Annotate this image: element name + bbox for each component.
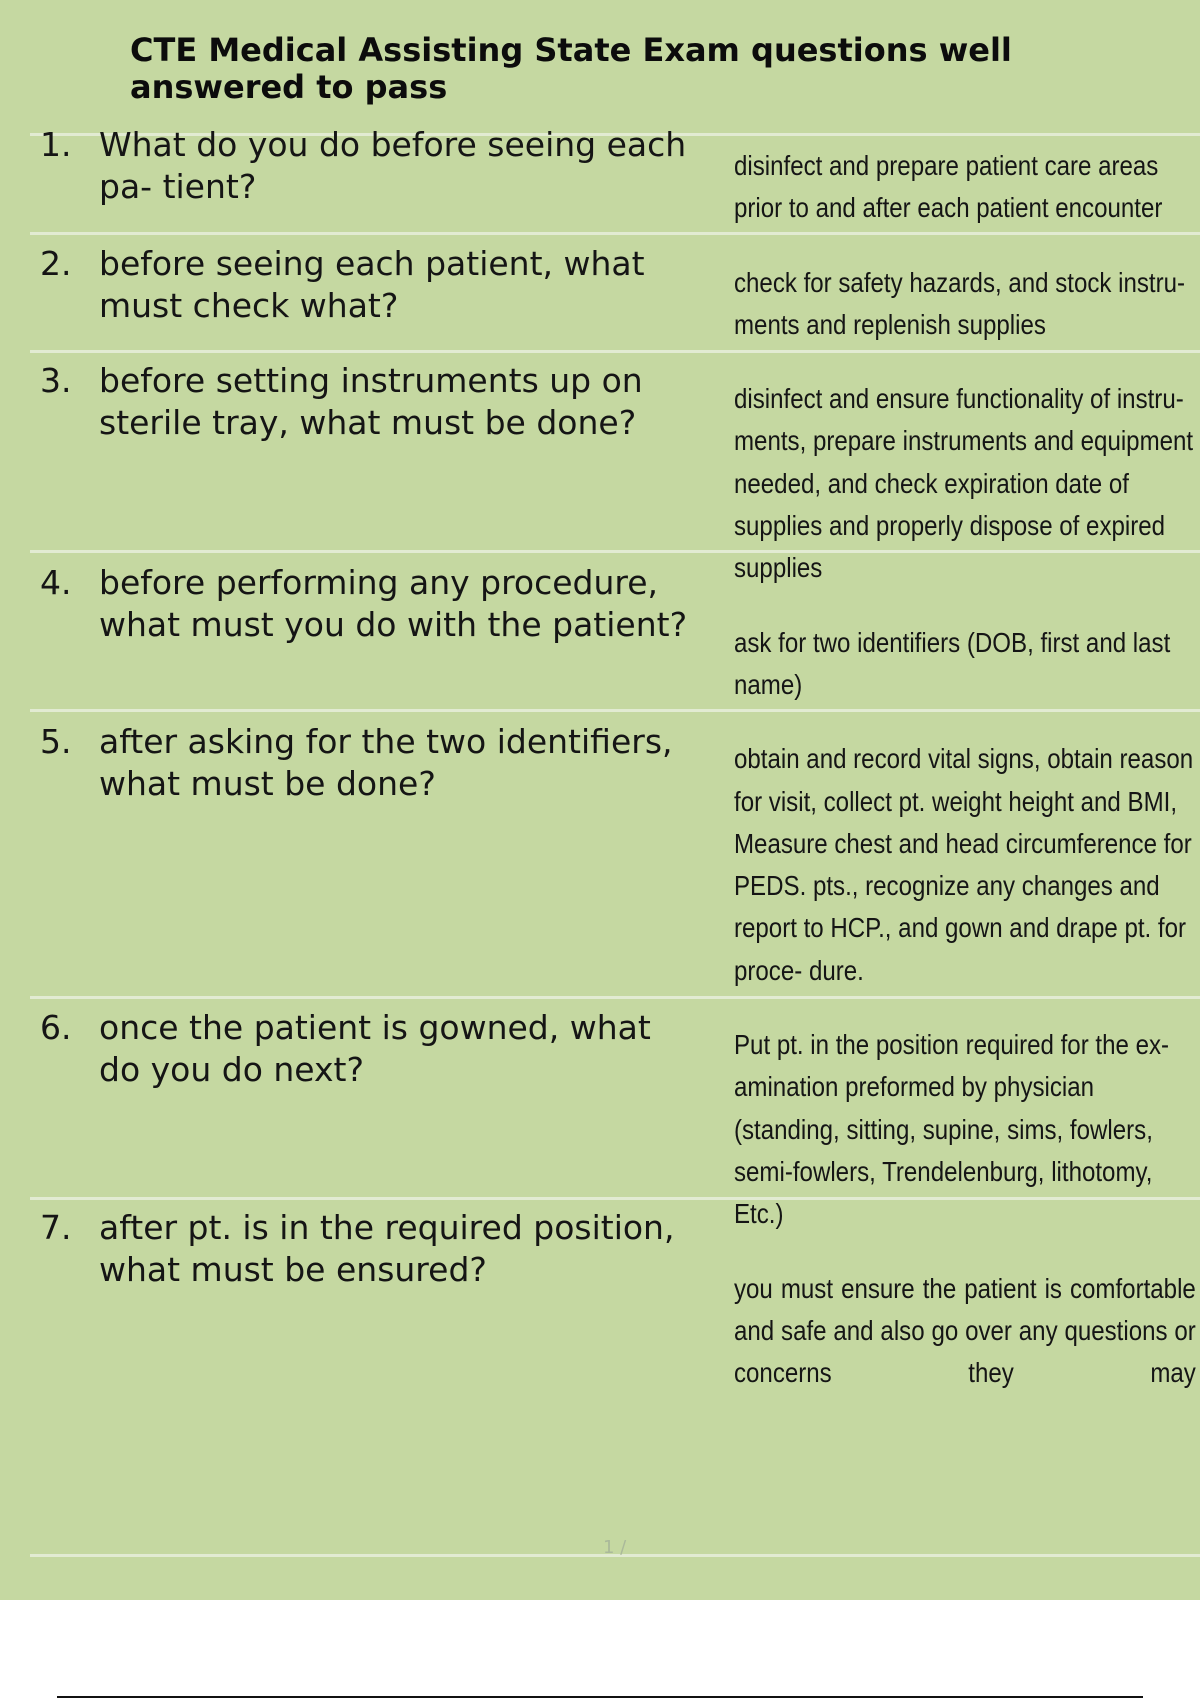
- page-number: 1 /: [603, 1537, 627, 1558]
- question-item-6: [40, 1007, 700, 1091]
- question-item-7: [40, 1207, 700, 1291]
- question-item-4: [40, 562, 700, 646]
- question-text: after pt. is in the required position, what must be ensured?: [99, 1208, 675, 1289]
- question-text: once the patient is gowned, what do you do next?: [99, 1008, 651, 1089]
- document-title: CTE Medical Assisting State Exam questions well answered to pass: [130, 31, 1012, 106]
- question-number: 5.: [40, 722, 72, 761]
- question-item-2: [40, 243, 700, 327]
- answer-text: disinfect and prepare patient care areas prior to and after each patient encounter: [734, 150, 1163, 224]
- question-number: 1.: [40, 125, 72, 164]
- question-number: 3.: [40, 361, 72, 400]
- question-item-5: [40, 721, 700, 805]
- question-number: 6.: [40, 1008, 72, 1047]
- question-number: 4.: [40, 563, 72, 602]
- question-item-1: [40, 124, 700, 208]
- footer-rule: [57, 1696, 1143, 1698]
- answers-column: [734, 145, 1196, 1426]
- answer-text: ask for two identifiers (DOB, first and last name): [734, 626, 1171, 700]
- question-item-3: [40, 360, 700, 444]
- answer-text: obtain and record vital signs, obtain reason for visit, collect pt. weight height and BMI, Measure chest and head circumference for PEDS. pts., recognize any changes and report to HCP., and gown and drape pt. for proce- dure.: [734, 743, 1194, 986]
- answer-text: check for safety hazards, and stock instru- ments and replenish supplies: [734, 266, 1186, 340]
- answer-text: you must ensure the patient is comfortable and safe and also go over any questions or concerns they may: [734, 1272, 1196, 1389]
- question-number: 2.: [40, 244, 72, 283]
- question-text: before performing any procedure, what must you do with the patient?: [99, 563, 688, 644]
- answer-text: disinfect and ensure functionality of instru- ments, prepare instruments and equipment needed, and check expiration date of supplies and properly dispose of expired supplies: [734, 383, 1194, 584]
- question-text: before setting instruments up on sterile tray, what must be done?: [99, 361, 643, 442]
- question-text: after asking for the two identifiers, what must be done?: [99, 722, 673, 803]
- question-text: What do you do before seeing each pa- tient?: [99, 125, 687, 206]
- question-number: 7.: [40, 1208, 72, 1247]
- question-text: before seeing each patient, what must check what?: [99, 244, 645, 325]
- answer-text: Put pt. in the position required for the ex- amination preformed by physician (standing, sitting, supine, sims, fowlers, semi-fowlers, Trendelenburg, lithotomy, Etc.): [734, 1029, 1170, 1230]
